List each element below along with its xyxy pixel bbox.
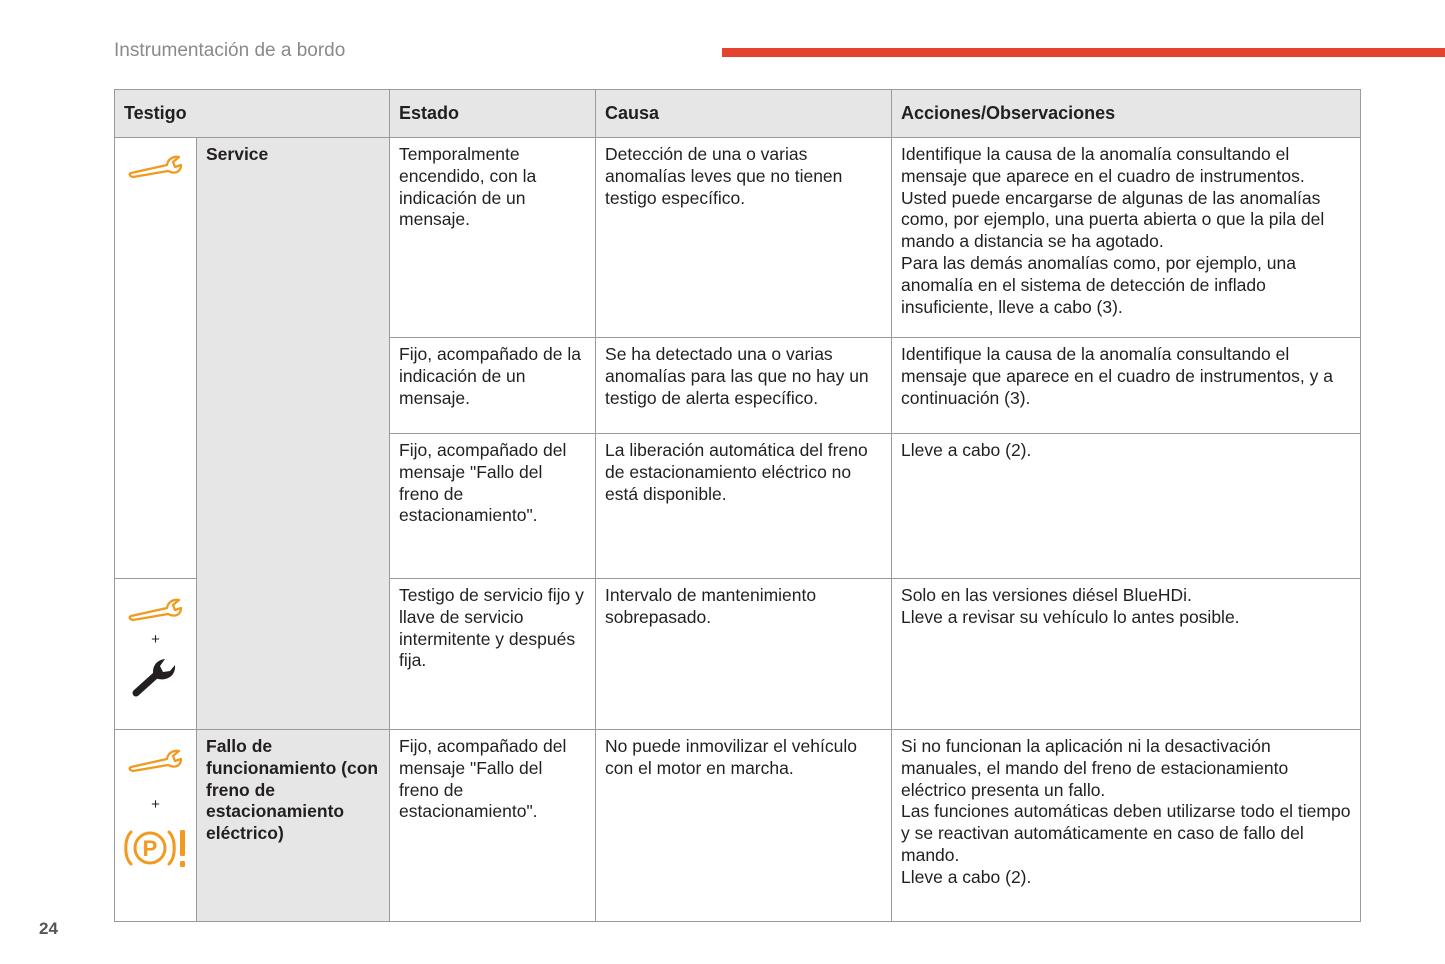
service-spanner-icon bbox=[132, 655, 180, 699]
icon-cell bbox=[115, 138, 197, 579]
table-row bbox=[115, 138, 1361, 338]
table-row bbox=[115, 730, 1361, 922]
cell-estado: Fijo, acompañado del mensaje "Fallo del freno de estacionamiento". bbox=[390, 434, 596, 579]
header-acciones: Acciones/Observaciones bbox=[892, 90, 1361, 138]
svg-text:P: P bbox=[142, 835, 157, 861]
wrench-warning-icon bbox=[128, 152, 184, 182]
parking-brake-fault-icon bbox=[123, 826, 189, 870]
cell-acciones: Lleve a cabo (2). bbox=[892, 434, 1361, 579]
header-accent-bar bbox=[722, 48, 1445, 57]
plus-sign: + bbox=[151, 630, 160, 648]
page-header-title: Instrumentación de a bordo bbox=[114, 40, 346, 61]
group-name-fallo: Fallo de funcionamiento (con freno de estacionamiento eléctrico) bbox=[197, 730, 390, 922]
wrench-warning-icon bbox=[128, 595, 184, 625]
header-estado: Estado bbox=[390, 90, 596, 138]
cell-acciones: Identifique la causa de la anomalía consultando el mensaje que aparece en el cuadro de instrumentos. Usted puede encargarse de algunas de las anomalías como, por ejemplo, una puerta abierta o que la pila del mando a distancia se ha agotado. Para las demás anomalías como, por ejemplo, una anomalía en el sistema de detección de inflado insuficiente, lleve a cabo (3). bbox=[892, 138, 1361, 338]
cell-causa: Intervalo de mantenimiento sobrepasado. bbox=[596, 579, 892, 730]
wrench-warning-icon bbox=[128, 746, 184, 776]
cell-estado: Temporalmente encendido, con la indicación de un mensaje. bbox=[390, 138, 596, 338]
icon-cell bbox=[115, 579, 197, 730]
cell-estado: Testigo de servicio fijo y llave de servicio intermitente y después fija. bbox=[390, 579, 596, 730]
cell-causa: La liberación automática del freno de estacionamiento eléctrico no está disponible. bbox=[596, 434, 892, 579]
page-number: 24 bbox=[39, 919, 58, 938]
header-testigo: Testigo bbox=[115, 90, 390, 138]
plus-sign: + bbox=[151, 795, 160, 813]
cell-causa: No puede inmovilizar el vehículo con el motor en marcha. bbox=[596, 730, 892, 922]
icon-cell bbox=[115, 730, 197, 922]
cell-acciones: Identifique la causa de la anomalía consultando el mensaje que aparece en el cuadro de instrumentos, y a continuación (3). bbox=[892, 338, 1361, 434]
cell-estado: Fijo, acompañado del mensaje "Fallo del freno de estacionamiento". bbox=[390, 730, 596, 922]
cell-acciones: Si no funcionan la aplicación ni la desactivación manuales, el mando del freno de estacionamiento eléctrico presenta un fallo. Las funciones automáticas deben utilizarse todo el tiempo y se reactivan automáticamente en caso de fallo del mando. Lleve a cabo (2). bbox=[892, 730, 1361, 922]
warning-lights-table bbox=[114, 89, 1361, 922]
cell-estado: Fijo, acompañado de la indicación de un mensaje. bbox=[390, 338, 596, 434]
group-name-service: Service bbox=[197, 138, 390, 730]
cell-causa: Detección de una o varias anomalías leves que no tienen testigo específico. bbox=[596, 138, 892, 338]
cell-causa: Se ha detectado una o varias anomalías para las que no hay un testigo de alerta específico. bbox=[596, 338, 892, 434]
cell-acciones: Solo en las versiones diésel BlueHDi. Lleve a revisar su vehículo lo antes posible. bbox=[892, 579, 1361, 730]
table-header-row bbox=[115, 90, 1361, 138]
header-causa: Causa bbox=[596, 90, 892, 138]
